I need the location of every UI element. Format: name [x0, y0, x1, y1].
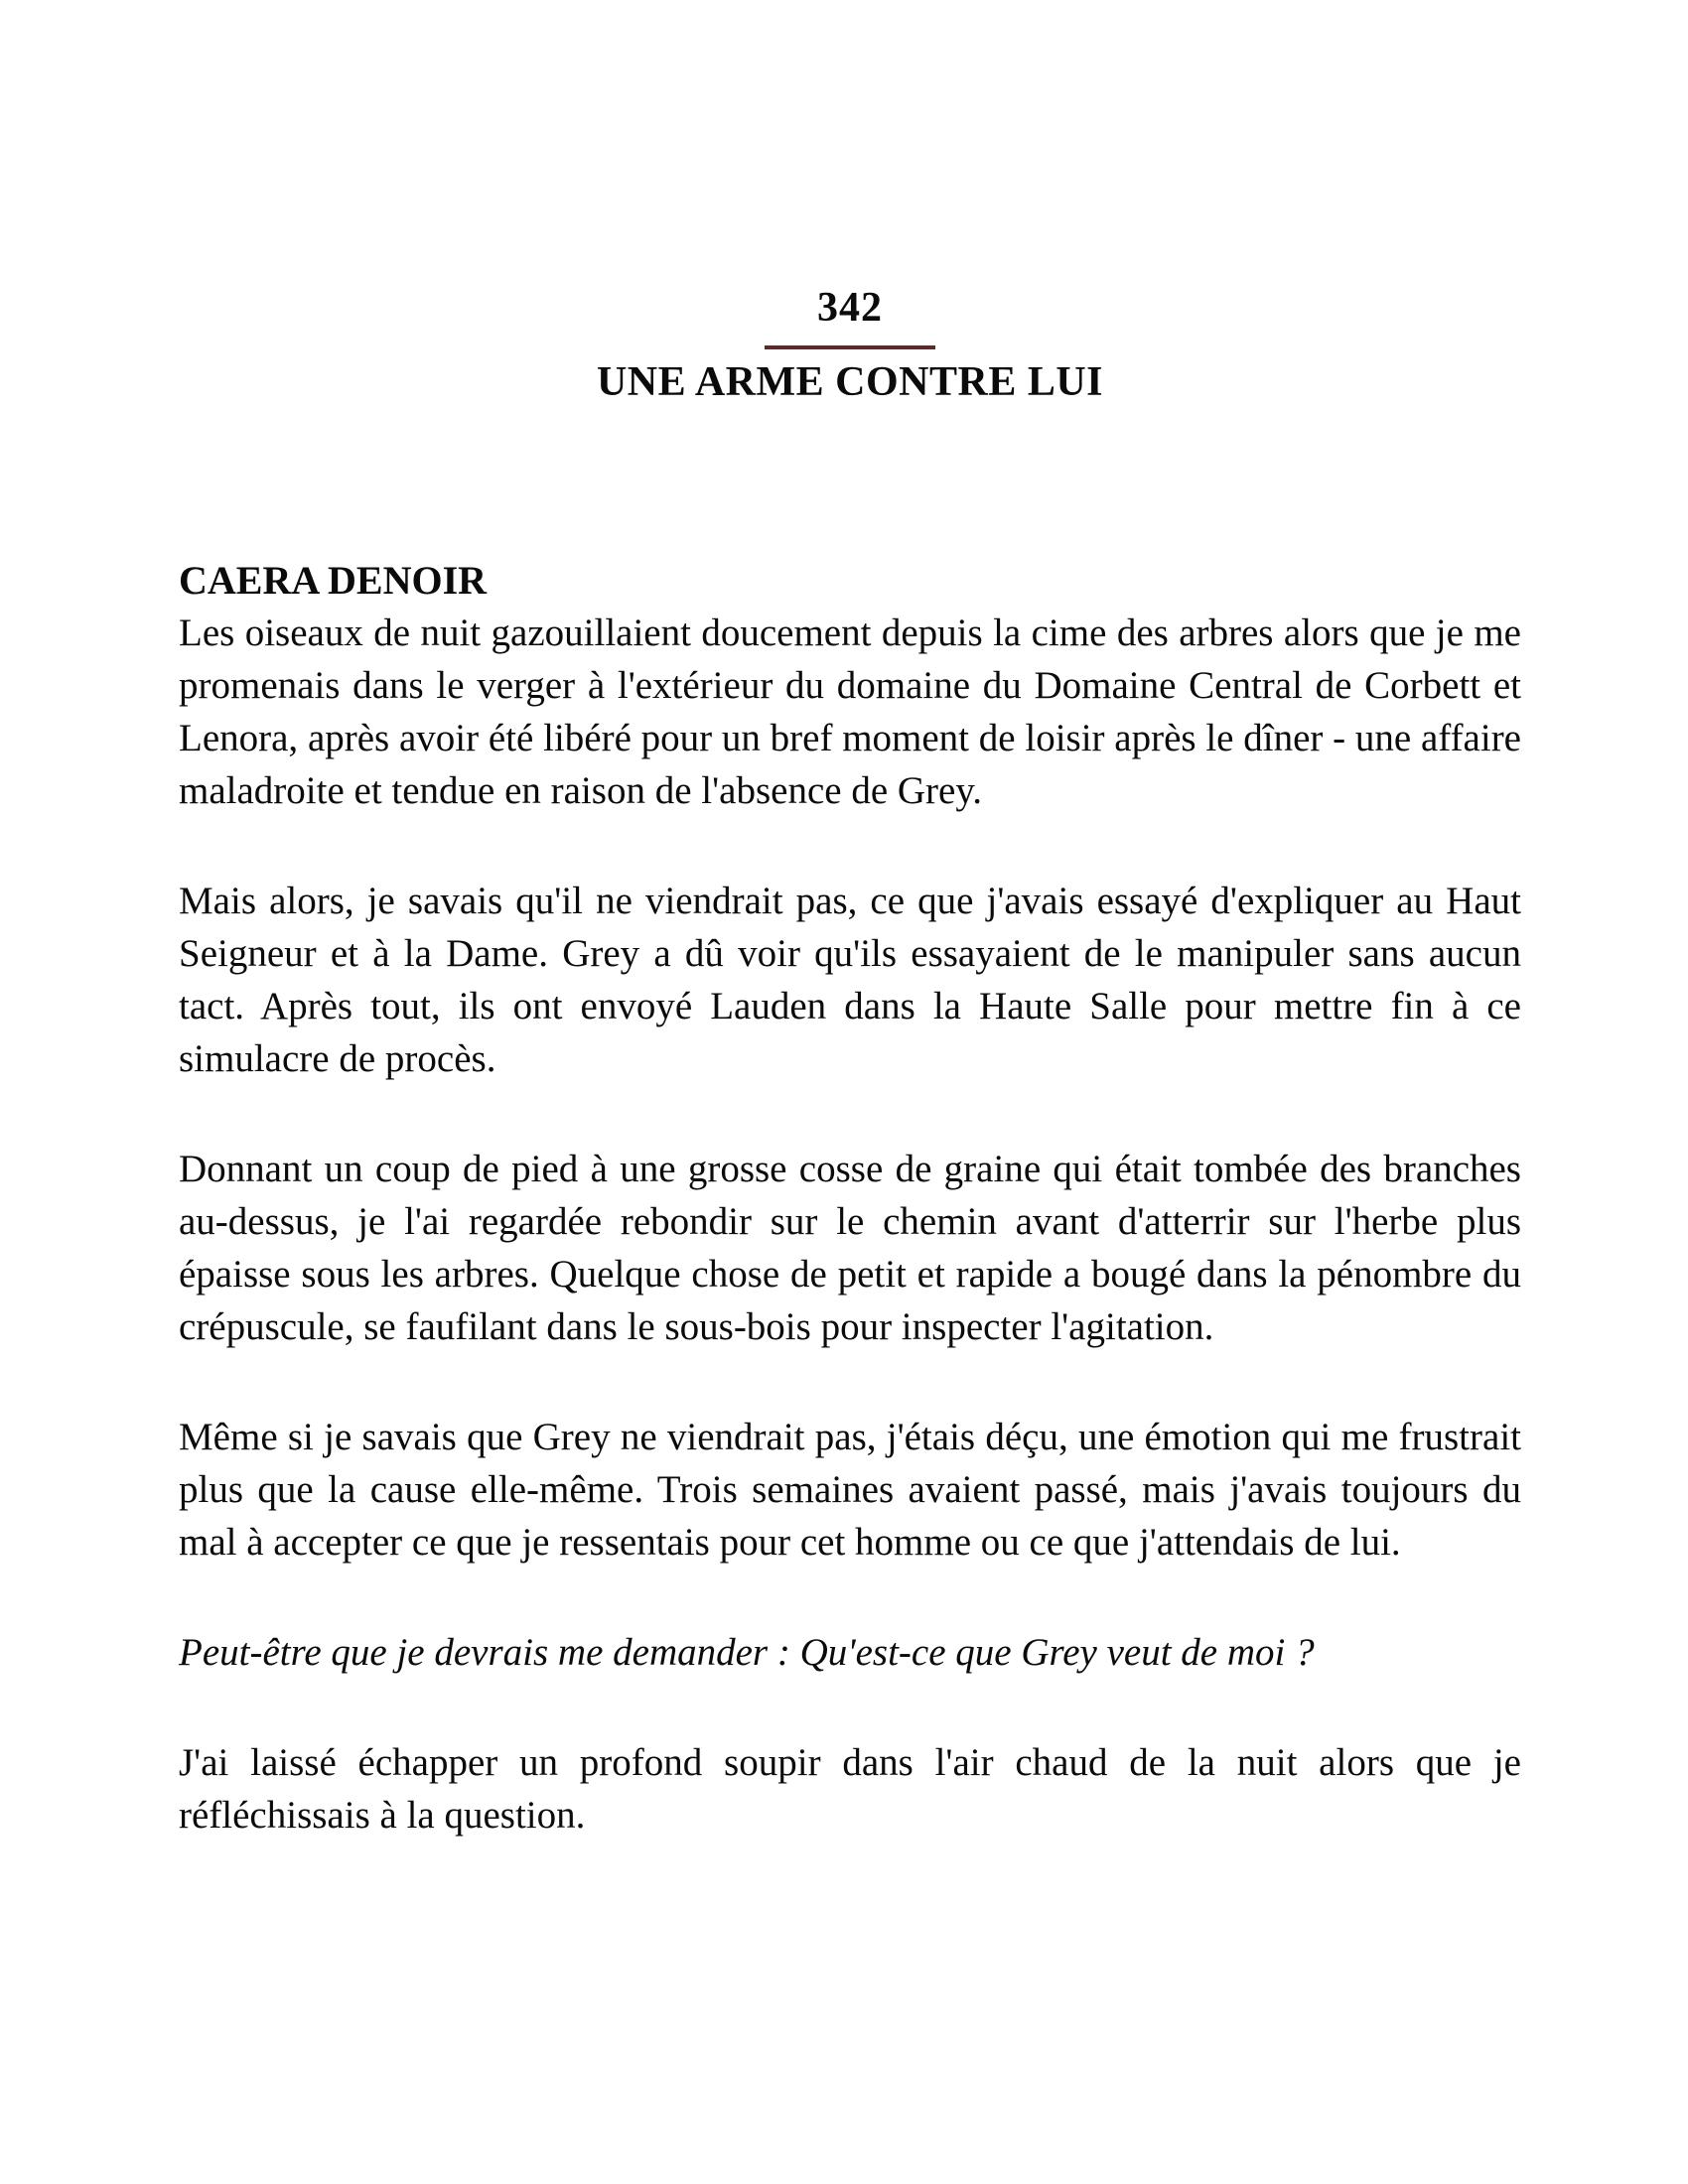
chapter-number: 342 [817, 285, 883, 331]
paragraph-list [179, 607, 1521, 1842]
chapter-divider [765, 345, 935, 349]
paragraph: J'ai laissé échapper un profond soupir dans l'air chaud de la nuit alors que je réfléchissais à la question. [179, 1741, 1521, 1837]
paragraph: Même si je savais que Grey ne viendrait pas, j'étais déçu, une émotion qui me frustrait plus que la cause elle-même. Trois semaines avaient passé, mais j'avais toujours du mal à accepter ce que je ressentais pour cet homme ou ce que j'attendais de lui. [179, 1416, 1521, 1564]
paragraph: Donnant un coup de pied à une grosse cosse de graine qui était tombée des branches au-dessus, je l'ai regardée rebondir sur le chemin avant d'atterrir sur l'herbe plus épaisse sous les arbres. Quelque chose de petit et rapide a bougé dans la pénombre du crépuscule, se faufilant dans le sous-bois pour inspecter l'agitation. [179, 1148, 1521, 1348]
paragraph: Les oiseaux de nuit gazouillaient doucement depuis la cime des arbres alors que je me promenais dans le verger à l'extérieur du domaine du Domaine Central de Corbett et Lenora, après avoir été libéré pour un bref moment de loisir après le dîner - une affaire maladroite et tendue en raison de l'absence de Grey. [179, 612, 1521, 812]
chapter-header [179, 284, 1521, 407]
paragraph: Mais alors, je savais qu'il ne viendrait pas, ce que j'avais essayé d'expliquer au Haut Seigneur et à la Dame. Grey a dû voir qu'ils essayaient de le manipuler sans aucun tact. Après tout, ils ont envoyé Lauden dans la Haute Salle pour mettre fin à ce simulacre de procès. [179, 880, 1521, 1080]
thought-paragraph: Peut-être que je devrais me demander : Qu'est-ce que Grey veut de moi ? [179, 1631, 1315, 1674]
chapter-title: UNE ARME CONTRE LUI [596, 359, 1104, 405]
chapter-body [179, 554, 1521, 1842]
speaker-heading: CAERA DENOIR [179, 558, 488, 603]
